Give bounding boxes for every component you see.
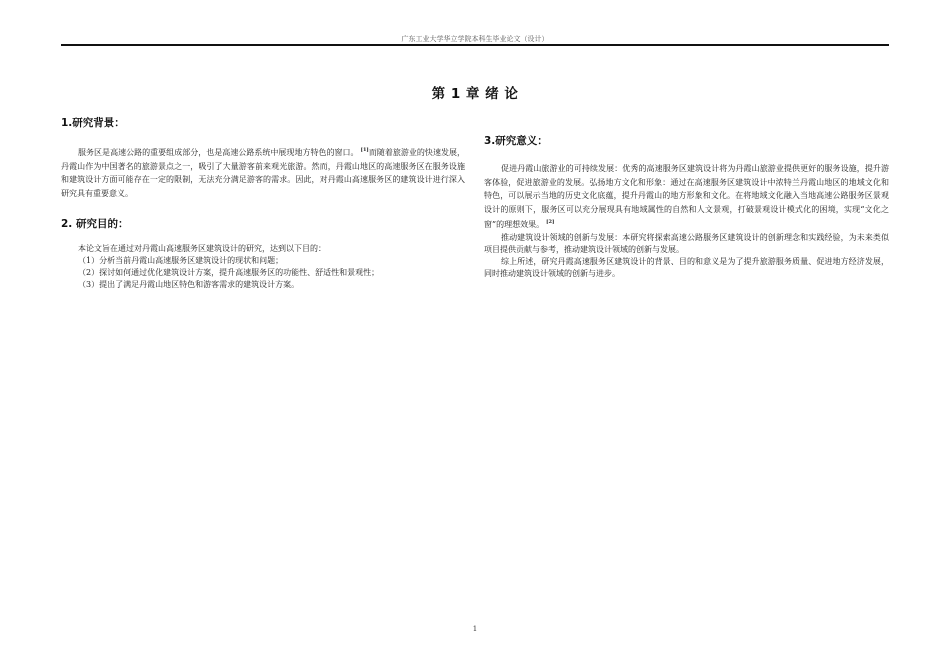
purpose-item: （3）提出了满足丹霞山地区特色和游客需求的建筑设计方案。 (78, 280, 300, 290)
purpose-item: （1）分析当前丹霞山高速服务区建筑设计的现状和问题； (78, 256, 284, 266)
significance-paragraph-1 (484, 162, 889, 232)
right-column (484, 133, 889, 280)
purpose-list (61, 243, 465, 291)
purpose-intro: 本论文旨在通过对丹霞山高速服务区建筑设计的研究，达到以下目的： (78, 244, 326, 254)
significance-heading: 3.研究意义： (484, 135, 548, 147)
background-paragraph (61, 144, 465, 200)
purpose-item: （2）探讨如何通过优化建筑设计方案，提升高速服务区的功能性、舒适性和景观性； (78, 268, 380, 278)
citation-1: [1] (360, 147, 369, 153)
left-column (61, 115, 465, 291)
chapter-title: 第 1 章 绪 论 (431, 86, 519, 102)
background-text-part1: 服务区是高速公路的重要组成部分，也是高速公路系统中展现地方特色的窗口。 (78, 148, 359, 157)
significance-paragraph-3: 综上所述，研究丹霞高速服务区建筑设计的背景、目的和意义是为了提升旅游服务质量、促进地方经济发展，同时推动建筑设计领域的创新与进步。 (484, 256, 889, 278)
page-header: 广东工业大学华立学院本科生毕业论文（设计） (401, 35, 549, 43)
header-rule (61, 44, 889, 46)
significance-text-part1: 促进丹霞山旅游业的可持续发展：优秀的高速服务区建筑设计将为丹霞山旅游业提供更好的服务设施，提升游客体验，促进旅游业的发展。弘扬地方文化和形象：通过在高速服务区建筑设计中浓特兰丹霞山地区的地域文化和特色，可以展示当地的历史文化底蕴，提升丹霞山的地方形象和文化。在将地域文化融入当地高速公路服务区景观设计的原则下，服务区可以充分展现具有地域属性的自然和人文景观，打破景观设计模式化的困境，实现“文化之窗”的理想效果。 (484, 164, 889, 230)
purpose-heading: 2. 研究目的： (61, 218, 129, 231)
citation-2: [2] (546, 219, 555, 226)
page-number: 1 (472, 625, 478, 633)
background-text-part2: 而随着旅游业的快速发展，丹霞山作为中国著名的旅游景点之一，吸引了大量游客前来观光旅游。然而，丹霞山地区的高速服务区在服务设施和建筑设计方面可能存在一定的限制，无法充分满足游客的需求。因此，对丹霞山高速服务区的建筑设计进行深入研究具有重要意义。 (61, 148, 465, 198)
background-heading: 1.研究背景： (61, 117, 125, 129)
significance-paragraph-2: 推动建筑设计领域的创新与发展：本研究将探索高速公路服务区建筑设计的创新理念和实践经验，为未来类似项目提供贡献与参考，推动建筑设计领域的创新与发展。 (484, 232, 889, 254)
